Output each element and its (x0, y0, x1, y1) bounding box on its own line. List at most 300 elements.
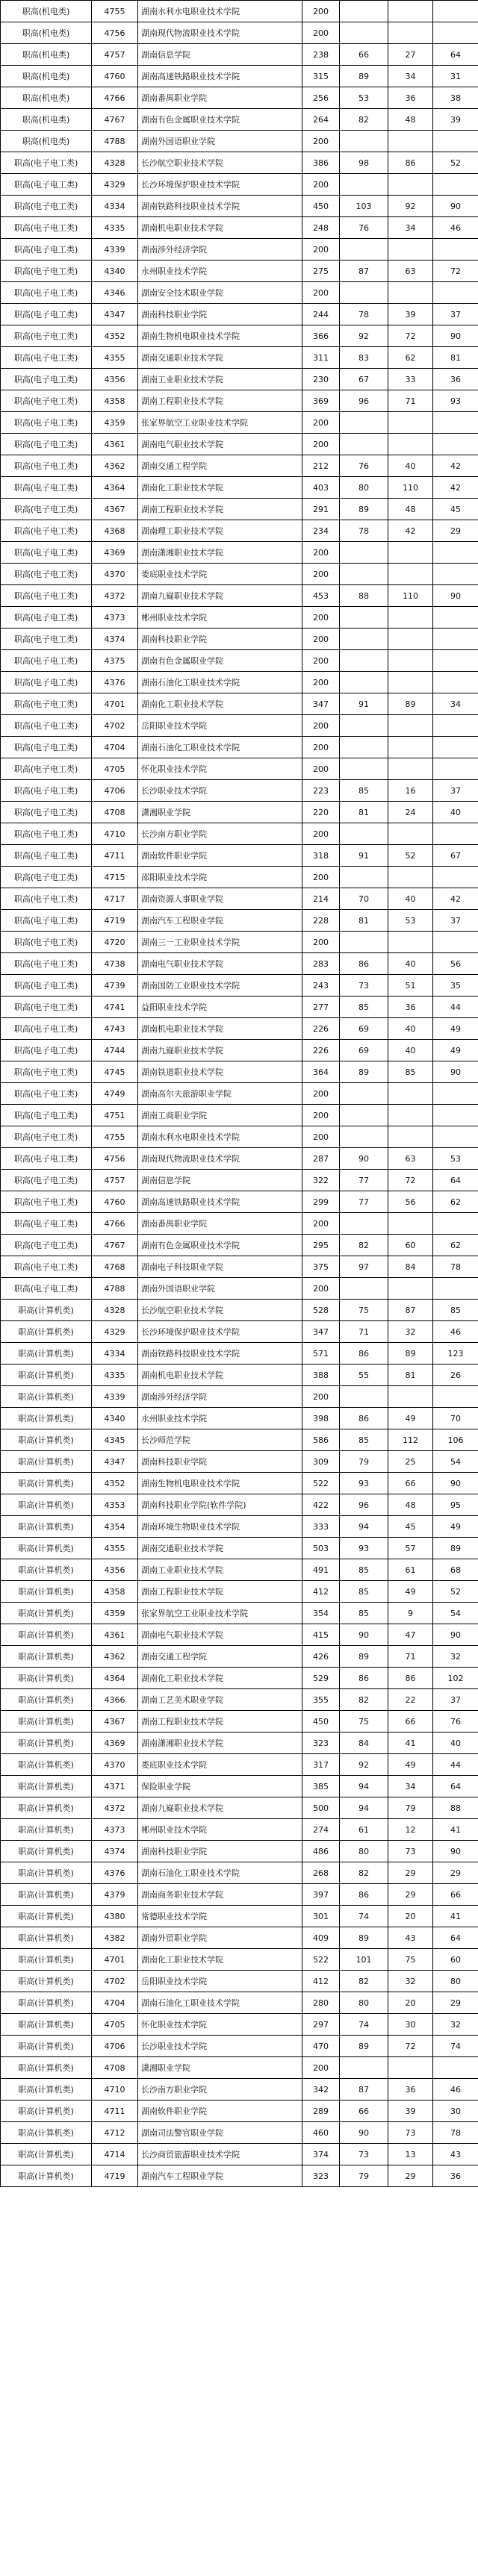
table-row (1, 1538, 478, 1559)
school-name-cell: 湖南电子科技职业学院 (138, 1256, 302, 1278)
admitted-count-cell: 89 (388, 1343, 433, 1365)
school-code-cell: 4340 (92, 1408, 138, 1429)
rate-cell: 36 (433, 369, 478, 390)
qualified-count-cell: 80 (340, 1992, 388, 2014)
table-row (1, 109, 478, 131)
category-cell: 职高(电子电工类) (1, 585, 92, 607)
category-cell: 职高(计算机类) (1, 2122, 92, 2144)
qualified-count-cell (340, 1105, 388, 1126)
qualified-count-cell: 96 (340, 1494, 388, 1516)
school-code-cell: 4352 (92, 325, 138, 347)
school-name-cell: 湖南资源人事职业学院 (138, 888, 302, 910)
school-code-cell: 4743 (92, 1018, 138, 1040)
qualified-count-cell: 87 (340, 2079, 388, 2101)
category-cell: 职高(电子电工类) (1, 304, 92, 325)
school-code-cell: 4708 (92, 802, 138, 823)
school-code-cell: 4714 (92, 2144, 138, 2165)
school-name-cell: 湖南交通职业技术学院 (138, 1538, 302, 1559)
category-cell: 职高(电子电工类) (1, 455, 92, 477)
rate-cell (433, 1126, 478, 1148)
table-row (1, 1884, 478, 1906)
admitted-count-cell (388, 607, 433, 629)
table-row (1, 1754, 478, 1776)
rate-cell: 37 (433, 304, 478, 325)
school-name-cell: 长沙商贸旅游职业技术学院 (138, 2144, 302, 2165)
admitted-count-cell: 86 (388, 1668, 433, 1689)
admitted-count-cell (388, 672, 433, 693)
school-name-cell: 湖南科技职业学院 (138, 1841, 302, 1862)
school-code-cell: 4352 (92, 1473, 138, 1494)
planned-quota-cell: 301 (302, 1906, 340, 1927)
category-cell: 职高(计算机类) (1, 1603, 92, 1624)
admitted-count-cell: 87 (388, 1300, 433, 1321)
admitted-count-cell: 61 (388, 1559, 433, 1581)
admitted-count-cell (388, 758, 433, 780)
planned-quota-cell: 415 (302, 1624, 340, 1646)
rate-cell: 52 (433, 1581, 478, 1603)
rate-cell (433, 1386, 478, 1408)
category-cell: 职高(电子电工类) (1, 196, 92, 217)
table-row (1, 1343, 478, 1365)
qualified-count-cell: 89 (340, 1927, 388, 1949)
planned-quota-cell: 283 (302, 953, 340, 975)
admitted-count-cell: 92 (388, 196, 433, 217)
table-row (1, 1819, 478, 1841)
planned-quota-cell: 397 (302, 1884, 340, 1906)
table-row (1, 1776, 478, 1797)
qualified-count-cell: 92 (340, 1754, 388, 1776)
planned-quota-cell: 228 (302, 910, 340, 932)
rate-cell (433, 650, 478, 672)
table-row (1, 2122, 478, 2144)
rate-cell: 78 (433, 2122, 478, 2144)
rate-cell: 41 (433, 1906, 478, 1927)
table-row (1, 87, 478, 109)
table-row (1, 304, 478, 325)
qualified-count-cell: 85 (340, 1429, 388, 1451)
planned-quota-cell: 223 (302, 780, 340, 802)
school-name-cell: 张家界航空工业职业技术学院 (138, 412, 302, 434)
table-row (1, 607, 478, 629)
planned-quota-cell: 200 (302, 715, 340, 737)
rate-cell: 49 (433, 1018, 478, 1040)
admitted-count-cell: 71 (388, 1646, 433, 1668)
table-row (1, 1992, 478, 2014)
planned-quota-cell: 295 (302, 1235, 340, 1256)
rate-cell: 72 (433, 261, 478, 282)
admitted-count-cell: 40 (388, 953, 433, 975)
school-name-cell: 湖南科技职业学院 (138, 629, 302, 650)
qualified-count-cell: 77 (340, 1191, 388, 1213)
planned-quota-cell: 299 (302, 1191, 340, 1213)
admitted-count-cell: 36 (388, 87, 433, 109)
table-row (1, 737, 478, 758)
qualified-count-cell (340, 867, 388, 888)
planned-quota-cell: 234 (302, 520, 340, 542)
school-code-cell: 4701 (92, 693, 138, 715)
school-name-cell: 湖南信息学院 (138, 1170, 302, 1191)
school-code-cell: 4335 (92, 1365, 138, 1386)
category-cell: 职高(计算机类) (1, 1300, 92, 1321)
table-row (1, 1624, 478, 1646)
rate-cell: 80 (433, 1971, 478, 1992)
table-row (1, 44, 478, 66)
category-cell: 职高(电子电工类) (1, 607, 92, 629)
qualified-count-cell: 73 (340, 2144, 388, 2165)
category-cell: 职高(机电类) (1, 109, 92, 131)
qualified-count-cell (340, 737, 388, 758)
table-row (1, 1603, 478, 1624)
rate-cell: 52 (433, 152, 478, 174)
qualified-count-cell: 82 (340, 1971, 388, 1992)
category-cell: 职高(计算机类) (1, 1862, 92, 1884)
school-name-cell: 邵阳职业技术学院 (138, 867, 302, 888)
planned-quota-cell: 503 (302, 1538, 340, 1559)
category-cell: 职高(电子电工类) (1, 693, 92, 715)
admitted-count-cell: 20 (388, 1906, 433, 1927)
admitted-count-cell: 43 (388, 1927, 433, 1949)
category-cell: 职高(电子电工类) (1, 261, 92, 282)
table-row (1, 1841, 478, 1862)
school-code-cell: 4711 (92, 2101, 138, 2122)
school-name-cell: 常德职业技术学院 (138, 1906, 302, 1927)
planned-quota-cell: 388 (302, 1365, 340, 1386)
admitted-count-cell: 40 (388, 455, 433, 477)
admitted-count-cell (388, 239, 433, 261)
admitted-count-cell: 40 (388, 1018, 433, 1040)
qualified-count-cell (340, 607, 388, 629)
school-name-cell: 怀化职业技术学院 (138, 758, 302, 780)
category-cell: 职高(计算机类) (1, 1494, 92, 1516)
school-code-cell: 4755 (92, 1, 138, 22)
table-row (1, 1559, 478, 1581)
table-row (1, 455, 478, 477)
school-name-cell: 湖南科技职业学院 (138, 304, 302, 325)
admitted-count-cell: 52 (388, 845, 433, 867)
planned-quota-cell: 200 (302, 650, 340, 672)
qualified-count-cell (340, 758, 388, 780)
school-name-cell: 长沙南方职业学院 (138, 2079, 302, 2101)
table-row (1, 997, 478, 1018)
category-cell: 职高(电子电工类) (1, 152, 92, 174)
category-cell: 职高(计算机类) (1, 1559, 92, 1581)
admitted-count-cell (388, 1278, 433, 1300)
admitted-count-cell: 110 (388, 585, 433, 607)
category-cell: 职高(电子电工类) (1, 867, 92, 888)
school-code-cell: 4367 (92, 499, 138, 520)
rate-cell (433, 131, 478, 152)
school-code-cell: 4364 (92, 477, 138, 499)
admitted-count-cell (388, 2057, 433, 2079)
planned-quota-cell: 200 (302, 542, 340, 564)
planned-quota-cell: 426 (302, 1646, 340, 1668)
category-cell: 职高(电子电工类) (1, 369, 92, 390)
rate-cell: 31 (433, 66, 478, 87)
school-name-cell: 湖南潇湘职业技术学院 (138, 542, 302, 564)
table-row (1, 1429, 478, 1451)
admitted-count-cell: 89 (388, 693, 433, 715)
rate-cell: 39 (433, 109, 478, 131)
qualified-count-cell: 82 (340, 1235, 388, 1256)
category-cell: 职高(计算机类) (1, 2101, 92, 2122)
admitted-count-cell: 39 (388, 2101, 433, 2122)
category-cell: 职高(电子电工类) (1, 802, 92, 823)
rate-cell (433, 2057, 478, 2079)
rate-cell (433, 607, 478, 629)
school-code-cell: 4719 (92, 910, 138, 932)
school-name-cell: 湖南现代物流职业技术学院 (138, 22, 302, 44)
admitted-count-cell: 66 (388, 1473, 433, 1494)
category-cell: 职高(计算机类) (1, 1581, 92, 1603)
qualified-count-cell: 85 (340, 780, 388, 802)
school-name-cell: 益阳职业技术学院 (138, 997, 302, 1018)
rate-cell (433, 1278, 478, 1300)
school-code-cell: 4375 (92, 650, 138, 672)
category-cell: 职高(计算机类) (1, 1646, 92, 1668)
school-code-cell: 4339 (92, 239, 138, 261)
rate-cell: 123 (433, 1343, 478, 1365)
table-row (1, 888, 478, 910)
planned-quota-cell: 212 (302, 455, 340, 477)
rate-cell (433, 22, 478, 44)
table-row (1, 542, 478, 564)
qualified-count-cell: 101 (340, 1949, 388, 1971)
rate-cell (433, 542, 478, 564)
qualified-count-cell: 89 (340, 2036, 388, 2057)
category-cell: 职高(电子电工类) (1, 1018, 92, 1040)
qualified-count-cell: 75 (340, 1300, 388, 1321)
school-code-cell: 4374 (92, 1841, 138, 1862)
category-cell: 职高(电子电工类) (1, 758, 92, 780)
rate-cell: 36 (433, 2165, 478, 2187)
admitted-count-cell: 112 (388, 1429, 433, 1451)
school-code-cell: 4328 (92, 152, 138, 174)
planned-quota-cell: 460 (302, 2122, 340, 2144)
category-cell: 职高(电子电工类) (1, 823, 92, 845)
rate-cell (433, 1213, 478, 1235)
table-row (1, 585, 478, 607)
school-code-cell: 4701 (92, 1949, 138, 1971)
admitted-count-cell: 32 (388, 1971, 433, 1992)
rate-cell: 89 (433, 1538, 478, 1559)
rate-cell: 54 (433, 1603, 478, 1624)
admitted-count-cell: 86 (388, 152, 433, 174)
school-code-cell: 4757 (92, 44, 138, 66)
planned-quota-cell: 200 (302, 412, 340, 434)
category-cell: 职高(电子电工类) (1, 217, 92, 239)
school-code-cell: 4767 (92, 109, 138, 131)
admitted-count-cell (388, 22, 433, 44)
planned-quota-cell: 291 (302, 499, 340, 520)
rate-cell: 32 (433, 2014, 478, 2036)
rate-cell: 62 (433, 1191, 478, 1213)
school-code-cell: 4372 (92, 585, 138, 607)
admitted-count-cell (388, 1, 433, 22)
planned-quota-cell: 248 (302, 217, 340, 239)
planned-quota-cell: 318 (302, 845, 340, 867)
school-name-cell: 湖南九嶷职业技术学院 (138, 585, 302, 607)
qualified-count-cell: 90 (340, 1148, 388, 1170)
qualified-count-cell (340, 629, 388, 650)
admitted-count-cell: 47 (388, 1624, 433, 1646)
school-name-cell: 娄底职业技术学院 (138, 564, 302, 585)
category-cell: 职高(电子电工类) (1, 1191, 92, 1213)
school-code-cell: 4749 (92, 1083, 138, 1105)
table-row (1, 1797, 478, 1819)
rate-cell: 45 (433, 499, 478, 520)
planned-quota-cell: 347 (302, 1321, 340, 1343)
school-code-cell: 4715 (92, 867, 138, 888)
school-name-cell: 湖南外国语职业学院 (138, 1278, 302, 1300)
admitted-count-cell: 49 (388, 1408, 433, 1429)
qualified-count-cell (340, 823, 388, 845)
school-name-cell: 湖南铁路科技职业技术学院 (138, 196, 302, 217)
qualified-count-cell: 78 (340, 520, 388, 542)
table-row (1, 152, 478, 174)
planned-quota-cell: 522 (302, 1949, 340, 1971)
school-name-cell: 湖南交通工程学院 (138, 455, 302, 477)
school-code-cell: 4339 (92, 1386, 138, 1408)
rate-cell: 56 (433, 953, 478, 975)
table-row (1, 2101, 478, 2122)
school-code-cell: 4744 (92, 1040, 138, 1061)
category-cell: 职高(电子电工类) (1, 910, 92, 932)
table-row (1, 1581, 478, 1603)
planned-quota-cell: 386 (302, 152, 340, 174)
table-row (1, 650, 478, 672)
school-name-cell: 湖南高尔夫旅游职业学院 (138, 1083, 302, 1105)
school-code-cell: 4374 (92, 629, 138, 650)
qualified-count-cell: 93 (340, 1538, 388, 1559)
table-row (1, 1083, 478, 1105)
school-name-cell: 湖南工艺美术职业学院 (138, 1689, 302, 1711)
school-code-cell: 4768 (92, 1256, 138, 1278)
planned-quota-cell: 256 (302, 87, 340, 109)
table-row (1, 1733, 478, 1754)
qualified-count-cell (340, 650, 388, 672)
table-row (1, 1906, 478, 1927)
category-cell: 职高(计算机类) (1, 2144, 92, 2165)
qualified-count-cell: 89 (340, 1061, 388, 1083)
planned-quota-cell: 200 (302, 2057, 340, 2079)
rate-cell: 78 (433, 1256, 478, 1278)
school-code-cell: 4335 (92, 217, 138, 239)
table-row (1, 953, 478, 975)
school-name-cell: 湖南电气职业技术学院 (138, 1624, 302, 1646)
admitted-count-cell: 81 (388, 1365, 433, 1386)
planned-quota-cell: 200 (302, 1386, 340, 1408)
qualified-count-cell (340, 672, 388, 693)
school-name-cell: 湖南涉外经济学院 (138, 239, 302, 261)
planned-quota-cell: 297 (302, 2014, 340, 2036)
school-code-cell: 4705 (92, 758, 138, 780)
rate-cell: 40 (433, 1733, 478, 1754)
qualified-count-cell (340, 2057, 388, 2079)
admitted-count-cell: 110 (388, 477, 433, 499)
table-row (1, 434, 478, 455)
rate-cell: 43 (433, 2144, 478, 2165)
rate-cell: 53 (433, 1148, 478, 1170)
category-cell: 职高(计算机类) (1, 2165, 92, 2187)
table-row (1, 1927, 478, 1949)
planned-quota-cell: 200 (302, 823, 340, 845)
planned-quota-cell: 355 (302, 1689, 340, 1711)
school-code-cell: 4362 (92, 455, 138, 477)
qualified-count-cell (340, 1083, 388, 1105)
school-code-cell: 4751 (92, 1105, 138, 1126)
table-row (1, 325, 478, 347)
planned-quota-cell: 323 (302, 1733, 340, 1754)
category-cell: 职高(电子电工类) (1, 499, 92, 520)
qualified-count-cell (340, 715, 388, 737)
category-cell: 职高(电子电工类) (1, 412, 92, 434)
school-code-cell: 4739 (92, 975, 138, 997)
admitted-count-cell (388, 629, 433, 650)
category-cell: 职高(机电类) (1, 66, 92, 87)
admitted-count-cell: 72 (388, 1170, 433, 1191)
school-code-cell: 4376 (92, 1862, 138, 1884)
admitted-count-cell: 45 (388, 1516, 433, 1538)
planned-quota-cell: 200 (302, 1278, 340, 1300)
school-code-cell: 4370 (92, 564, 138, 585)
qualified-count-cell (340, 434, 388, 455)
table-row (1, 390, 478, 412)
rate-cell: 44 (433, 997, 478, 1018)
school-name-cell: 湖南工程职业技术学院 (138, 390, 302, 412)
admitted-count-cell: 40 (388, 888, 433, 910)
planned-quota-cell: 450 (302, 1711, 340, 1733)
admitted-count-cell: 48 (388, 499, 433, 520)
rate-cell (433, 823, 478, 845)
admitted-count-cell: 34 (388, 217, 433, 239)
table-row (1, 1451, 478, 1473)
category-cell: 职高(计算机类) (1, 1624, 92, 1646)
rate-cell: 29 (433, 520, 478, 542)
planned-quota-cell: 398 (302, 1408, 340, 1429)
school-code-cell: 4361 (92, 434, 138, 455)
category-cell: 职高(电子电工类) (1, 239, 92, 261)
admitted-count-cell: 73 (388, 2122, 433, 2144)
planned-quota-cell: 366 (302, 325, 340, 347)
rate-cell: 64 (433, 1776, 478, 1797)
category-cell: 职高(机电类) (1, 131, 92, 152)
rate-cell (433, 239, 478, 261)
school-name-cell: 长沙南方职业学院 (138, 823, 302, 845)
qualified-count-cell: 79 (340, 2165, 388, 2187)
category-cell: 职高(机电类) (1, 22, 92, 44)
school-name-cell: 湖南商务职业技术学院 (138, 1884, 302, 1906)
table-row (1, 2165, 478, 2187)
category-cell: 职高(电子电工类) (1, 953, 92, 975)
school-code-cell: 4382 (92, 1927, 138, 1949)
school-code-cell: 4347 (92, 1451, 138, 1473)
school-name-cell: 湖南现代物流职业技术学院 (138, 1148, 302, 1170)
admitted-count-cell: 84 (388, 1256, 433, 1278)
rate-cell: 34 (433, 693, 478, 715)
rate-cell: 90 (433, 1841, 478, 1862)
planned-quota-cell: 491 (302, 1559, 340, 1581)
school-name-cell: 湖南电气职业技术学院 (138, 953, 302, 975)
rate-cell: 44 (433, 1754, 478, 1776)
category-cell: 职高(计算机类) (1, 1689, 92, 1711)
school-code-cell: 4760 (92, 66, 138, 87)
admitted-count-cell: 79 (388, 1797, 433, 1819)
category-cell: 职高(计算机类) (1, 1776, 92, 1797)
admitted-count-cell (388, 867, 433, 888)
rate-cell: 32 (433, 1646, 478, 1668)
school-code-cell: 4347 (92, 304, 138, 325)
rate-cell: 64 (433, 44, 478, 66)
